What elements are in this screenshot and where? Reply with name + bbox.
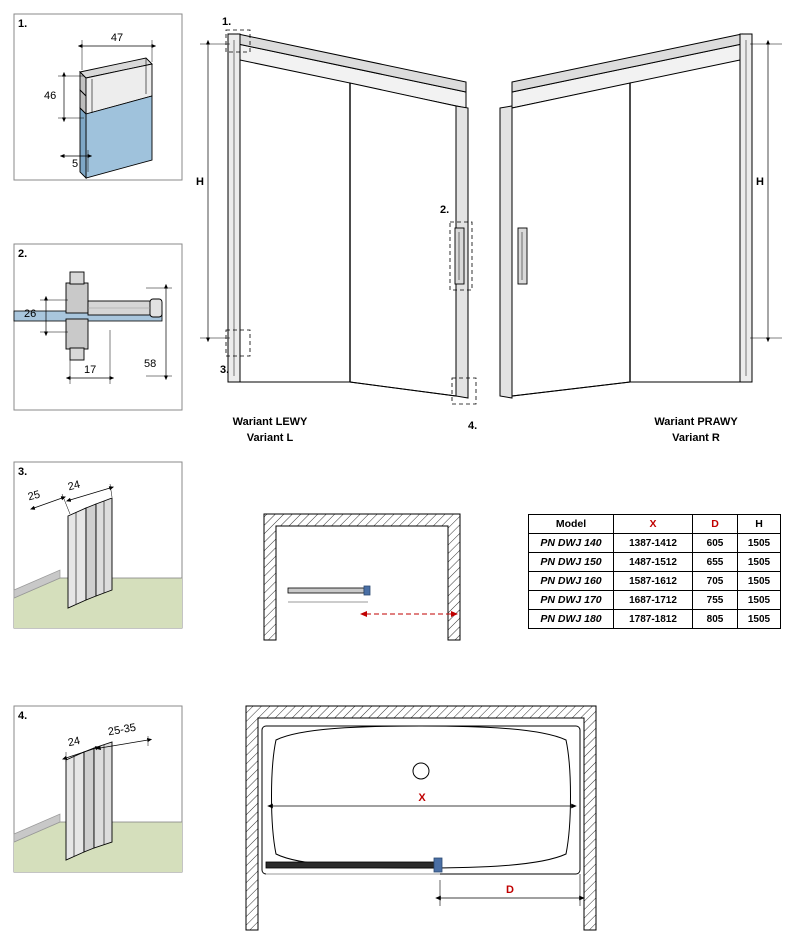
cell-h: 1505 [738,591,781,610]
cell-d: 655 [693,553,738,572]
cell-model: PN DWJ 150 [529,553,614,572]
height-label-left: H [196,176,204,188]
bathtub-d-label: D [506,884,514,896]
table-header-row [529,515,781,534]
detail-4-number: 4. [18,710,28,722]
cell-d: 705 [693,572,738,591]
cell-model: PN DWJ 180 [529,610,614,629]
detail-2-frame [14,244,182,410]
elevation-right [500,34,782,398]
detail-1-number: 1. [18,18,28,30]
cell-d: 605 [693,534,738,553]
cell-h: 1505 [738,534,781,553]
bathtub-x-label: X [418,792,426,804]
caption-right-line1: Wariant PRAWY [654,416,738,428]
callout-4: 4. [468,420,478,432]
callout-3: 3. [220,364,230,376]
table-header-h: H [738,515,781,534]
detail-2-dim-58: 58 [144,358,157,370]
spec-table [528,514,781,629]
table-header-d: D [693,515,738,534]
detail-1-dim-5: 5 [72,158,79,170]
cell-d: 755 [693,591,738,610]
cell-model: PN DWJ 170 [529,591,614,610]
cell-h: 1505 [738,572,781,591]
detail-4-dim-24: 24 [66,734,82,750]
detail-2-number: 2. [18,248,28,260]
height-label-right: H [756,176,764,188]
detail-3-dim-25: 25 [26,488,42,504]
cell-d: 805 [693,610,738,629]
caption-left-line1: Wariant LEWY [232,416,308,428]
callout-1: 1. [222,16,232,28]
cell-h: 1505 [738,553,781,572]
cell-x: 1387-1412 [614,534,693,553]
table-row [529,610,781,629]
caption-right-line2: Variant R [672,432,720,444]
table-row [529,534,781,553]
plan-view [264,514,460,640]
cell-x: 1787-1812 [614,610,693,629]
detail-3-dim-24: 24 [66,478,82,494]
elevation-left [200,30,476,404]
cell-x: 1587-1612 [614,572,693,591]
detail-4-dim-25-35: 25-35 [107,721,137,739]
cell-x: 1487-1512 [614,553,693,572]
cell-h: 1505 [738,610,781,629]
cell-model: PN DWJ 160 [529,572,614,591]
detail-2-dim-17: 17 [84,364,97,376]
cell-x: 1687-1712 [614,591,693,610]
table-row [529,553,781,572]
detail-2-dim-26: 26 [24,308,37,320]
table-header-model: Model [529,515,614,534]
table-row [529,572,781,591]
table-row [529,591,781,610]
table-header-x: X [614,515,693,534]
detail-3-number: 3. [18,466,28,478]
cell-model: PN DWJ 140 [529,534,614,553]
detail-1-dim-46: 46 [44,90,57,102]
callout-2: 2. [440,204,450,216]
bathtub-plan [246,706,596,930]
caption-left-line2: Variant L [246,432,294,444]
detail-1-dim-47: 47 [110,32,124,44]
